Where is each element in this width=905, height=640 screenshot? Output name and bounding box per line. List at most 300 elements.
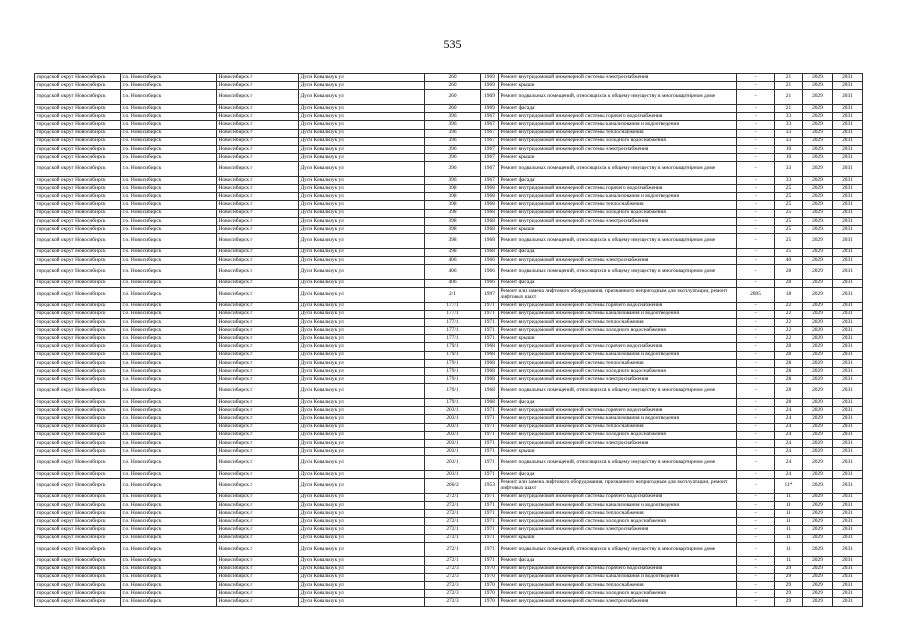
street-cell: Дуси Ковальчук ул bbox=[299, 423, 425, 431]
end-year-cell: 2031 bbox=[833, 234, 863, 249]
work-type-cell: Ремонт внутридомовой инженерной системы горячего водоснабжения bbox=[499, 493, 737, 501]
end-year-cell: 2031 bbox=[833, 162, 863, 177]
house-number-cell: 2/1 bbox=[425, 287, 481, 302]
table-row bbox=[35, 479, 863, 494]
locality-cell: Новосибирск г bbox=[217, 534, 299, 542]
street-cell: Дуси Ковальчук ул bbox=[299, 137, 425, 145]
lift-year-cell: - bbox=[737, 542, 775, 557]
house-number-cell: 398 bbox=[425, 201, 481, 209]
end-year-cell: 2031 bbox=[833, 456, 863, 471]
municipal-district-cell: городской округ Новосибирск bbox=[35, 234, 121, 249]
wear-percent-cell: 28 bbox=[775, 399, 803, 407]
settlement-cell: г.о. Новосибирск bbox=[121, 470, 217, 478]
build-year-cell: 1970 bbox=[481, 598, 499, 606]
street-cell: Дуси Ковальчук ул bbox=[299, 431, 425, 439]
wear-percent-cell: 22 bbox=[775, 335, 803, 343]
municipal-district-cell: городской округ Новосибирск bbox=[35, 384, 121, 399]
start-year-cell: 2029 bbox=[803, 185, 833, 193]
municipal-district-cell: городской округ Новосибирск bbox=[35, 470, 121, 478]
street-cell: Дуси Ковальчук ул bbox=[299, 226, 425, 234]
work-type-cell: Ремонт внутридомовой инженерной системы теплоснабжения bbox=[499, 359, 737, 367]
work-type-cell: Ремонт внутридомовой инженерной системы холодного водоснабжения bbox=[499, 368, 737, 376]
street-cell: Дуси Ковальчук ул bbox=[299, 479, 425, 494]
work-type-cell: Ремонт крыши bbox=[499, 335, 737, 343]
street-cell: Дуси Ковальчук ул bbox=[299, 176, 425, 184]
locality-cell: Новосибирск г bbox=[217, 113, 299, 121]
start-year-cell: 2029 bbox=[803, 121, 833, 129]
start-year-cell: 2029 bbox=[803, 82, 833, 90]
house-number-cell: 177/1 bbox=[425, 302, 481, 310]
table-body bbox=[35, 74, 863, 607]
street-cell: Дуси Ковальчук ул bbox=[299, 456, 425, 471]
locality-cell: Новосибирск г bbox=[217, 557, 299, 565]
table-row bbox=[35, 248, 863, 256]
municipal-district-cell: городской округ Новосибирск bbox=[35, 209, 121, 217]
end-year-cell: 2031 bbox=[833, 74, 863, 82]
street-cell: Дуси Ковальчук ул bbox=[299, 526, 425, 534]
house-number-cell: 179/1 bbox=[425, 351, 481, 359]
settlement-cell: г.о. Новосибирск bbox=[121, 407, 217, 415]
start-year-cell: 2029 bbox=[803, 248, 833, 256]
end-year-cell: 2031 bbox=[833, 384, 863, 399]
municipal-district-cell: городской округ Новосибирск bbox=[35, 279, 121, 287]
settlement-cell: г.о. Новосибирск bbox=[121, 501, 217, 509]
lift-year-cell: - bbox=[737, 256, 775, 264]
settlement-cell: г.о. Новосибирск bbox=[121, 598, 217, 606]
start-year-cell: 2029 bbox=[803, 351, 833, 359]
work-type-cell: Ремонт крыши bbox=[499, 448, 737, 456]
build-year-cell: 1971 bbox=[481, 456, 499, 471]
table-row bbox=[35, 557, 863, 565]
table-row bbox=[35, 368, 863, 376]
start-year-cell: 2029 bbox=[803, 479, 833, 494]
work-type-cell: Ремонт внутридомовой инженерной системы холодного водоснабжения bbox=[499, 518, 737, 526]
settlement-cell: г.о. Новосибирск bbox=[121, 542, 217, 557]
start-year-cell: 2029 bbox=[803, 145, 833, 153]
start-year-cell: 2029 bbox=[803, 302, 833, 310]
municipal-district-cell: городской округ Новосибирск bbox=[35, 598, 121, 606]
house-number-cell: 398 bbox=[425, 234, 481, 249]
build-year-cell: 1971 bbox=[481, 431, 499, 439]
build-year-cell: 1969 bbox=[481, 104, 499, 112]
locality-cell: Новосибирск г bbox=[217, 256, 299, 264]
end-year-cell: 2031 bbox=[833, 129, 863, 137]
locality-cell: Новосибирск г bbox=[217, 335, 299, 343]
locality-cell: Новосибирск г bbox=[217, 185, 299, 193]
work-type-cell: Ремонт внутридомовой инженерной системы холодного водоснабжения bbox=[499, 590, 737, 598]
settlement-cell: г.о. Новосибирск bbox=[121, 113, 217, 121]
municipal-district-cell: городской округ Новосибирск bbox=[35, 113, 121, 121]
table-row bbox=[35, 423, 863, 431]
work-type-cell: Ремонт внутридомовой инженерной системы канализования и водоотведения bbox=[499, 121, 737, 129]
end-year-cell: 2031 bbox=[833, 201, 863, 209]
wear-percent-cell: 29 bbox=[775, 590, 803, 598]
house-number-cell: 398 bbox=[425, 209, 481, 217]
end-year-cell: 2031 bbox=[833, 248, 863, 256]
locality-cell: Новосибирск г bbox=[217, 493, 299, 501]
wear-percent-cell: 33 bbox=[775, 113, 803, 121]
street-cell: Дуси Ковальчук ул bbox=[299, 302, 425, 310]
street-cell: Дуси Ковальчук ул bbox=[299, 534, 425, 542]
start-year-cell: 2029 bbox=[803, 376, 833, 384]
house-number-cell: 396 bbox=[425, 145, 481, 153]
table-row bbox=[35, 581, 863, 589]
street-cell: Дуси Ковальчук ул bbox=[299, 581, 425, 589]
wear-percent-cell: 25 bbox=[775, 234, 803, 249]
table-row bbox=[35, 226, 863, 234]
house-number-cell: 272/1 bbox=[425, 542, 481, 557]
settlement-cell: г.о. Новосибирск bbox=[121, 327, 217, 335]
wear-percent-cell: 11 bbox=[775, 510, 803, 518]
build-year-cell: 1997 bbox=[481, 287, 499, 302]
locality-cell: Новосибирск г bbox=[217, 518, 299, 526]
build-year-cell: 1970 bbox=[481, 573, 499, 581]
street-cell: Дуси Ковальчук ул bbox=[299, 327, 425, 335]
municipal-district-cell: городской округ Новосибирск bbox=[35, 287, 121, 302]
lift-year-cell: - bbox=[737, 573, 775, 581]
start-year-cell: 2029 bbox=[803, 557, 833, 565]
table-row bbox=[35, 565, 863, 573]
lift-year-cell: - bbox=[737, 343, 775, 351]
end-year-cell: 2031 bbox=[833, 176, 863, 184]
house-number-cell: 203/1 bbox=[425, 431, 481, 439]
municipal-district-cell: городской округ Новосибирск bbox=[35, 423, 121, 431]
house-number-cell: 396 bbox=[425, 154, 481, 162]
work-type-cell: Ремонт внутридомовой инженерной системы электроснабжения bbox=[499, 145, 737, 153]
start-year-cell: 2029 bbox=[803, 217, 833, 225]
locality-cell: Новосибирск г bbox=[217, 279, 299, 287]
settlement-cell: г.о. Новосибирск bbox=[121, 217, 217, 225]
lift-year-cell: - bbox=[737, 335, 775, 343]
street-cell: Дуси Ковальчук ул bbox=[299, 145, 425, 153]
build-year-cell: 1968 bbox=[481, 201, 499, 209]
build-year-cell: 1968 bbox=[481, 376, 499, 384]
house-number-cell: 179/1 bbox=[425, 376, 481, 384]
settlement-cell: г.о. Новосибирск bbox=[121, 318, 217, 326]
house-number-cell: 272/3 bbox=[425, 573, 481, 581]
build-year-cell: 1966 bbox=[481, 279, 499, 287]
start-year-cell: 2029 bbox=[803, 176, 833, 184]
municipal-district-cell: городской округ Новосибирск bbox=[35, 415, 121, 423]
start-year-cell: 2029 bbox=[803, 431, 833, 439]
wear-percent-cell: 40 bbox=[775, 256, 803, 264]
table-row bbox=[35, 201, 863, 209]
municipal-district-cell: городской округ Новосибирск bbox=[35, 185, 121, 193]
end-year-cell: 2031 bbox=[833, 557, 863, 565]
end-year-cell: 2031 bbox=[833, 598, 863, 606]
locality-cell: Новосибирск г bbox=[217, 573, 299, 581]
lift-year-cell: - bbox=[737, 193, 775, 201]
street-cell: Дуси Ковальчук ул bbox=[299, 256, 425, 264]
settlement-cell: г.о. Новосибирск bbox=[121, 384, 217, 399]
lift-year-cell: - bbox=[737, 501, 775, 509]
locality-cell: Новосибирск г bbox=[217, 287, 299, 302]
work-type-cell: Ремонт подвальных помещений, относящихся к общему имуществу в многоквартирном доме bbox=[499, 456, 737, 471]
start-year-cell: 2029 bbox=[803, 335, 833, 343]
end-year-cell: 2031 bbox=[833, 226, 863, 234]
wear-percent-cell: 11 bbox=[775, 534, 803, 542]
house-number-cell: 396 bbox=[425, 162, 481, 177]
wear-percent-cell: 24 bbox=[775, 415, 803, 423]
build-year-cell: 1971 bbox=[481, 448, 499, 456]
end-year-cell: 2031 bbox=[833, 376, 863, 384]
lift-year-cell: - bbox=[737, 448, 775, 456]
build-year-cell: 1969 bbox=[481, 90, 499, 105]
settlement-cell: г.о. Новосибирск bbox=[121, 176, 217, 184]
table-row bbox=[35, 510, 863, 518]
municipal-district-cell: городской округ Новосибирск bbox=[35, 248, 121, 256]
build-year-cell: 1971 bbox=[481, 310, 499, 318]
house-number-cell: 272/3 bbox=[425, 598, 481, 606]
work-type-cell: Ремонт или замена лифтового оборудования, признанного непригодным для эксплуатации, ремонт лифтовых шахт bbox=[499, 287, 737, 302]
house-number-cell: 272/1 bbox=[425, 526, 481, 534]
build-year-cell: 1967 bbox=[481, 129, 499, 137]
lift-year-cell: - bbox=[737, 376, 775, 384]
build-year-cell: 1971 bbox=[481, 510, 499, 518]
lift-year-cell: - bbox=[737, 217, 775, 225]
end-year-cell: 2031 bbox=[833, 501, 863, 509]
settlement-cell: г.о. Новосибирск bbox=[121, 456, 217, 471]
start-year-cell: 2029 bbox=[803, 287, 833, 302]
settlement-cell: г.о. Новосибирск bbox=[121, 90, 217, 105]
build-year-cell: 1968 bbox=[481, 368, 499, 376]
start-year-cell: 2029 bbox=[803, 74, 833, 82]
lift-year-cell: - bbox=[737, 456, 775, 471]
locality-cell: Новосибирск г bbox=[217, 439, 299, 447]
table-row bbox=[35, 526, 863, 534]
end-year-cell: 2031 bbox=[833, 193, 863, 201]
table-row bbox=[35, 113, 863, 121]
start-year-cell: 2029 bbox=[803, 493, 833, 501]
settlement-cell: г.о. Новосибирск bbox=[121, 302, 217, 310]
table-row bbox=[35, 590, 863, 598]
street-cell: Дуси Ковальчук ул bbox=[299, 82, 425, 90]
wear-percent-cell: 28 bbox=[775, 265, 803, 280]
build-year-cell: 1967 bbox=[481, 176, 499, 184]
table-row bbox=[35, 470, 863, 478]
street-cell: Дуси Ковальчук ул bbox=[299, 407, 425, 415]
table-row bbox=[35, 121, 863, 129]
wear-percent-cell: 25 bbox=[775, 185, 803, 193]
municipal-district-cell: городской округ Новосибирск bbox=[35, 162, 121, 177]
table-row bbox=[35, 399, 863, 407]
lift-year-cell: - bbox=[737, 423, 775, 431]
start-year-cell: 2029 bbox=[803, 415, 833, 423]
house-number-cell: 396 bbox=[425, 113, 481, 121]
street-cell: Дуси Ковальчук ул bbox=[299, 590, 425, 598]
house-number-cell: 260 bbox=[425, 82, 481, 90]
table-row bbox=[35, 185, 863, 193]
house-number-cell: 272/1 bbox=[425, 493, 481, 501]
start-year-cell: 2029 bbox=[803, 368, 833, 376]
work-type-cell: Ремонт внутридомовой инженерной системы теплоснабжения bbox=[499, 581, 737, 589]
table-row bbox=[35, 279, 863, 287]
municipal-district-cell: городской округ Новосибирск bbox=[35, 310, 121, 318]
locality-cell: Новосибирск г bbox=[217, 176, 299, 184]
house-number-cell: 396 bbox=[425, 121, 481, 129]
table-row bbox=[35, 256, 863, 264]
work-type-cell: Ремонт внутридомовой инженерной системы холодного водоснабжения bbox=[499, 137, 737, 145]
municipal-district-cell: городской округ Новосибирск bbox=[35, 121, 121, 129]
house-number-cell: 179/1 bbox=[425, 343, 481, 351]
end-year-cell: 2031 bbox=[833, 310, 863, 318]
house-number-cell: 272/1 bbox=[425, 501, 481, 509]
street-cell: Дуси Ковальчук ул bbox=[299, 74, 425, 82]
lift-year-cell: - bbox=[737, 368, 775, 376]
settlement-cell: г.о. Новосибирск bbox=[121, 351, 217, 359]
locality-cell: Новосибирск г bbox=[217, 598, 299, 606]
table-row bbox=[35, 376, 863, 384]
work-type-cell: Ремонт внутридомовой инженерной системы канализования и водоотведения bbox=[499, 573, 737, 581]
wear-percent-cell: 25 bbox=[775, 201, 803, 209]
house-number-cell: 177/1 bbox=[425, 310, 481, 318]
build-year-cell: 1971 bbox=[481, 534, 499, 542]
work-type-cell: Ремонт фасада bbox=[499, 279, 737, 287]
house-number-cell: 398 bbox=[425, 193, 481, 201]
start-year-cell: 2029 bbox=[803, 343, 833, 351]
wear-percent-cell: 33 bbox=[775, 137, 803, 145]
settlement-cell: г.о. Новосибирск bbox=[121, 162, 217, 177]
wear-percent-cell: 18 bbox=[775, 287, 803, 302]
lift-year-cell: - bbox=[737, 534, 775, 542]
locality-cell: Новосибирск г bbox=[217, 318, 299, 326]
settlement-cell: г.о. Новосибирск bbox=[121, 310, 217, 318]
house-number-cell: 177/1 bbox=[425, 318, 481, 326]
lift-year-cell: - bbox=[737, 226, 775, 234]
street-cell: Дуси Ковальчук ул bbox=[299, 193, 425, 201]
wear-percent-cell: 25 bbox=[775, 193, 803, 201]
locality-cell: Новосибирск г bbox=[217, 327, 299, 335]
lift-year-cell: - bbox=[737, 201, 775, 209]
wear-percent-cell: 11* bbox=[775, 479, 803, 494]
street-cell: Дуси Ковальчук ул bbox=[299, 399, 425, 407]
build-year-cell: 1967 bbox=[481, 137, 499, 145]
work-type-cell: Ремонт внутридомовой инженерной системы горячего водоснабжения bbox=[499, 343, 737, 351]
end-year-cell: 2031 bbox=[833, 121, 863, 129]
start-year-cell: 2029 bbox=[803, 279, 833, 287]
municipal-district-cell: городской округ Новосибирск bbox=[35, 407, 121, 415]
house-number-cell: 177/1 bbox=[425, 327, 481, 335]
locality-cell: Новосибирск г bbox=[217, 384, 299, 399]
municipal-district-cell: городской округ Новосибирск bbox=[35, 448, 121, 456]
lift-year-cell: - bbox=[737, 209, 775, 217]
municipal-district-cell: городской округ Новосибирск bbox=[35, 343, 121, 351]
lift-year-cell: - bbox=[737, 265, 775, 280]
locality-cell: Новосибирск г bbox=[217, 423, 299, 431]
lift-year-cell: - bbox=[737, 121, 775, 129]
municipal-district-cell: городской округ Новосибирск bbox=[35, 226, 121, 234]
end-year-cell: 2031 bbox=[833, 510, 863, 518]
wear-percent-cell: 25 bbox=[775, 226, 803, 234]
table-row bbox=[35, 542, 863, 557]
municipal-district-cell: городской округ Новосибирск bbox=[35, 201, 121, 209]
house-number-cell: 272/1 bbox=[425, 534, 481, 542]
wear-percent-cell: 29 bbox=[775, 598, 803, 606]
table-row bbox=[35, 193, 863, 201]
end-year-cell: 2031 bbox=[833, 90, 863, 105]
start-year-cell: 2029 bbox=[803, 581, 833, 589]
work-type-cell: Ремонт фасада bbox=[499, 557, 737, 565]
street-cell: Дуси Ковальчук ул bbox=[299, 201, 425, 209]
start-year-cell: 2029 bbox=[803, 137, 833, 145]
end-year-cell: 2031 bbox=[833, 368, 863, 376]
end-year-cell: 2031 bbox=[833, 351, 863, 359]
municipal-district-cell: городской округ Новосибирск bbox=[35, 439, 121, 447]
lift-year-cell: - bbox=[737, 185, 775, 193]
street-cell: Дуси Ковальчук ул bbox=[299, 154, 425, 162]
build-year-cell: 1966 bbox=[481, 265, 499, 280]
table-row bbox=[35, 359, 863, 367]
locality-cell: Новосибирск г bbox=[217, 234, 299, 249]
municipal-district-cell: городской округ Новосибирск bbox=[35, 90, 121, 105]
lift-year-cell: - bbox=[737, 90, 775, 105]
end-year-cell: 2031 bbox=[833, 518, 863, 526]
end-year-cell: 2031 bbox=[833, 343, 863, 351]
settlement-cell: г.о. Новосибирск bbox=[121, 82, 217, 90]
table-row bbox=[35, 217, 863, 225]
work-type-cell: Ремонт крыши bbox=[499, 226, 737, 234]
end-year-cell: 2031 bbox=[833, 145, 863, 153]
house-number-cell: 398 bbox=[425, 226, 481, 234]
build-year-cell: 1966 bbox=[481, 256, 499, 264]
start-year-cell: 2029 bbox=[803, 501, 833, 509]
house-number-cell: 260/2 bbox=[425, 479, 481, 494]
capital-repair-register-table bbox=[34, 73, 863, 607]
street-cell: Дуси Ковальчук ул bbox=[299, 113, 425, 121]
locality-cell: Новосибирск г bbox=[217, 456, 299, 471]
municipal-district-cell: городской округ Новосибирск bbox=[35, 217, 121, 225]
wear-percent-cell: 24 bbox=[775, 448, 803, 456]
table-row bbox=[35, 104, 863, 112]
municipal-district-cell: городской округ Новосибирск bbox=[35, 137, 121, 145]
settlement-cell: г.о. Новосибирск bbox=[121, 534, 217, 542]
locality-cell: Новосибирск г bbox=[217, 193, 299, 201]
work-type-cell: Ремонт внутридомовой инженерной системы холодного водоснабжения bbox=[499, 209, 737, 217]
street-cell: Дуси Ковальчук ул bbox=[299, 359, 425, 367]
wear-percent-cell: 11 bbox=[775, 518, 803, 526]
settlement-cell: г.о. Новосибирск bbox=[121, 343, 217, 351]
settlement-cell: г.о. Новосибирск bbox=[121, 226, 217, 234]
start-year-cell: 2029 bbox=[803, 456, 833, 471]
municipal-district-cell: городской округ Новосибирск bbox=[35, 399, 121, 407]
work-type-cell: Ремонт внутридомовой инженерной системы электроснабжения bbox=[499, 439, 737, 447]
build-year-cell: 1968 bbox=[481, 399, 499, 407]
locality-cell: Новосибирск г bbox=[217, 201, 299, 209]
table-row bbox=[35, 82, 863, 90]
build-year-cell: 1971 bbox=[481, 327, 499, 335]
locality-cell: Новосибирск г bbox=[217, 74, 299, 82]
work-type-cell: Ремонт фасада bbox=[499, 176, 737, 184]
settlement-cell: г.о. Новосибирск bbox=[121, 335, 217, 343]
municipal-district-cell: городской округ Новосибирск bbox=[35, 335, 121, 343]
table-row bbox=[35, 384, 863, 399]
lift-year-cell: - bbox=[737, 590, 775, 598]
municipal-district-cell: городской округ Новосибирск bbox=[35, 542, 121, 557]
settlement-cell: г.о. Новосибирск bbox=[121, 431, 217, 439]
work-type-cell: Ремонт подвальных помещений, относящихся к общему имуществу в многоквартирном доме bbox=[499, 90, 737, 105]
settlement-cell: г.о. Новосибирск bbox=[121, 479, 217, 494]
wear-percent-cell: 28 bbox=[775, 359, 803, 367]
house-number-cell: 203/1 bbox=[425, 415, 481, 423]
locality-cell: Новосибирск г bbox=[217, 359, 299, 367]
lift-year-cell: - bbox=[737, 248, 775, 256]
lift-year-cell: - bbox=[737, 162, 775, 177]
street-cell: Дуси Ковальчук ул bbox=[299, 510, 425, 518]
wear-percent-cell: 24 bbox=[775, 423, 803, 431]
municipal-district-cell: городской округ Новосибирск bbox=[35, 581, 121, 589]
municipal-district-cell: городской округ Новосибирск bbox=[35, 573, 121, 581]
locality-cell: Новосибирск г bbox=[217, 121, 299, 129]
